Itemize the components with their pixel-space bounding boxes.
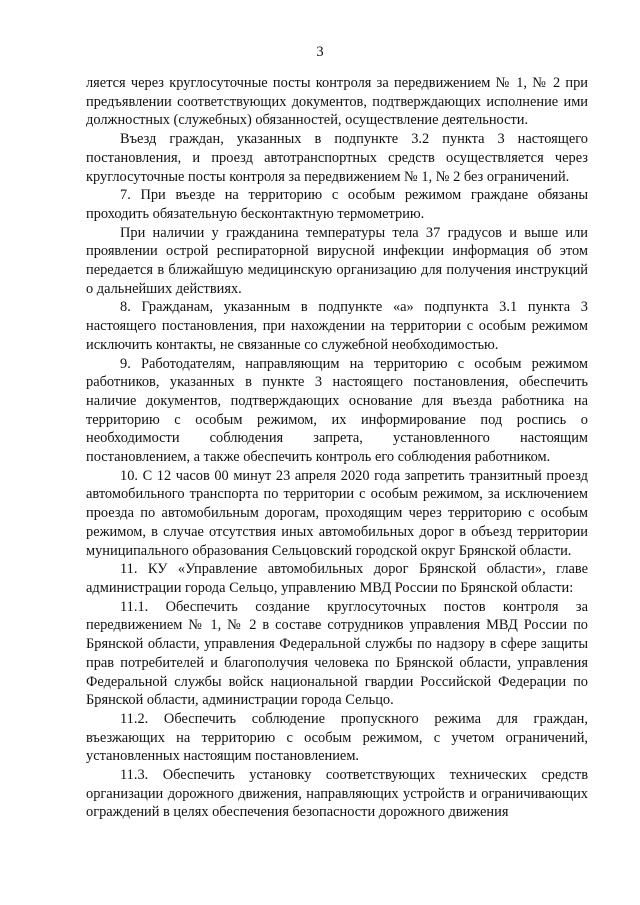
paragraph-7: 7. При въезде на территорию с особым режимом граждане обязаны проходить обязательную бесконтактную термометрию. xyxy=(86,187,588,222)
paragraph-temperature: При наличии у гражданина температуры тела 37 градусов и выше или проявлении острой респираторной вирусной инфекции информация об этом передается в ближайшую медицинскую организацию для получения инструкций о дальнейших действиях. xyxy=(86,224,588,297)
page-number: 3 xyxy=(316,44,324,60)
paragraph-11: 11. КУ «Управление автомобильных дорог Брянской области», главе администрации города Сельцо, управлению МВД России по Брянской области: xyxy=(86,561,588,596)
paragraph-11-1: 11.1. Обеспечить создание круглосуточных постов контроля за передвижением № 1, № 2 в составе сотрудников управления МВД России по Брянской области, управления Федеральной службы по надзору в сфере защиты прав потребителей и благополучия человека по Брянской области, управления Федеральной службы войск национальной гвардии Российской Федерации по Брянской области, администрации города Сельцо. xyxy=(86,598,588,709)
paragraph-11-2: 11.2. Обеспечить соблюдение пропускного режима для граждан, въезжающих на территорию с особым режимом, с учетом ограничений, установленных настоящим постановлением. xyxy=(86,710,588,765)
document-body xyxy=(86,74,588,822)
paragraph-8: 8. Гражданам, указанным в подпункте «а» подпункта 3.1 пункта 3 настоящего постановления, при нахождении на территории с особым режимом исключить контакты, не связанные со служебной необходимостью. xyxy=(86,299,588,353)
paragraph-entry-of-citizens: Въезд граждан, указанных в подпункте 3.2 пункта 3 настоящего постановления, и проезд автотранспортных средств осуществляется через круглосуточные посты контроля за передвижением № 1, № 2 без ограничений. xyxy=(86,131,588,185)
paragraph-10: 10. С 12 часов 00 минут 23 апреля 2020 года запретить транзитный проезд автомобильного транспорта по территории с особым режимом, за исключением проезда по автомобильным дорогам, проходящим через территорию с особым режимом, в случае отсутствия иных автомобильных дорог в объезд территории муниципального образования Сельцовский городской округ Брянской области. xyxy=(86,467,588,559)
paragraph-9: 9. Работодателям, направляющим на территорию с особым режимом работников, указанных в пункте 3 настоящего постановления, обеспечить наличие документов, подтверждающих основание для въезда работника на территорию с особым режимом, их информирование под роспись о необходимости соблюдения запрета, установленного настоящим постановлением, а также обеспечить контроль его соблюдения работником. xyxy=(86,355,588,466)
paragraph-continuation: ляется через круглосуточные посты контроля за передвижением № 1, № 2 при предъявлении соответствующих документов, подтверждающих исполнение ими должностных (служебных) обязанностей, осуществление деятельности. xyxy=(86,75,588,129)
paragraph-11-3: 11.3. Обеспечить установку соответствующих технических средств организации дорожного движения, направляющих устройств и ограничивающих ограждений в целях обеспечения безопасности дорожного движения xyxy=(86,767,588,821)
